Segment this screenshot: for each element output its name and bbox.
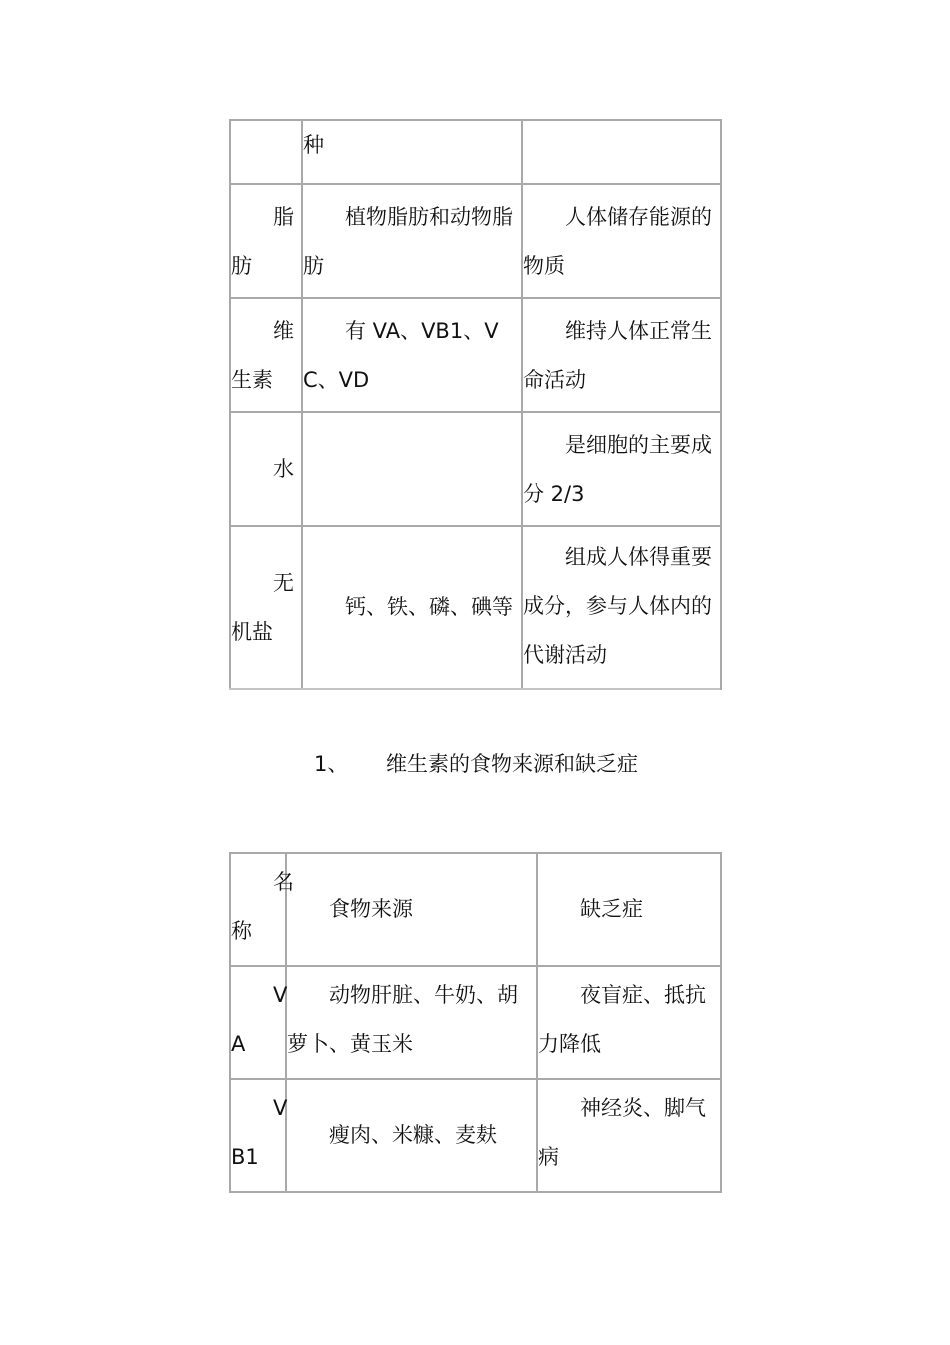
- section-number: 1、: [314, 752, 349, 776]
- table-row: [230, 184, 721, 298]
- deficiency-cell: 夜盲症、抵抗力降低: [537, 966, 721, 1079]
- function-cell: 是细胞的主要成分 2/3: [522, 412, 721, 526]
- food-source-cell: 种: [302, 120, 522, 184]
- header-deficiency: 缺乏症: [537, 853, 721, 966]
- food-source-cell: 钙、铁、磷、碘等: [302, 526, 522, 689]
- table-bottom-rule: [229, 688, 720, 690]
- vitamin-name-cell: VB1: [230, 1079, 286, 1192]
- table-header-row: [230, 853, 721, 966]
- nutrient-name-cell: 水: [230, 412, 302, 526]
- table-row: [230, 1079, 721, 1192]
- nutrient-name-cell: 维生素: [230, 298, 302, 412]
- food-source-cell: 植物脂肪和动物脂肪: [302, 184, 522, 298]
- function-cell: 人体储存能源的物质: [522, 184, 721, 298]
- nutrient-name-cell: [230, 120, 302, 184]
- nutrients-table: [229, 119, 722, 690]
- table-row: [230, 966, 721, 1079]
- table-row: [230, 120, 721, 184]
- food-source-cell: 有 VA、VB1、VC、VD: [302, 298, 522, 412]
- deficiency-cell: 神经炎、脚气病: [537, 1079, 721, 1192]
- nutrient-name-cell: 无机盐: [230, 526, 302, 689]
- food-source-cell: 瘦肉、米糠、麦麸: [286, 1079, 537, 1192]
- table-row: [230, 526, 721, 689]
- table-row: [230, 298, 721, 412]
- function-cell: 组成人体得重要成分，参与人体内的代谢活动: [522, 526, 721, 689]
- food-source-cell: [302, 412, 522, 526]
- vitamins-table: [229, 852, 722, 1193]
- function-cell: [522, 120, 721, 184]
- nutrient-name-cell: 脂肪: [230, 184, 302, 298]
- food-source-cell: 动物肝脏、牛奶、胡萝卜、黄玉米: [286, 966, 537, 1079]
- section-title: 维生素的食物来源和缺乏症: [386, 752, 638, 776]
- header-food-source: 食物来源: [286, 853, 537, 966]
- table-row: [230, 412, 721, 526]
- vitamin-name-cell: VA: [230, 966, 286, 1079]
- function-cell: 维持人体正常生命活动: [522, 298, 721, 412]
- header-name: 名称: [230, 853, 286, 966]
- section-heading: [314, 746, 638, 782]
